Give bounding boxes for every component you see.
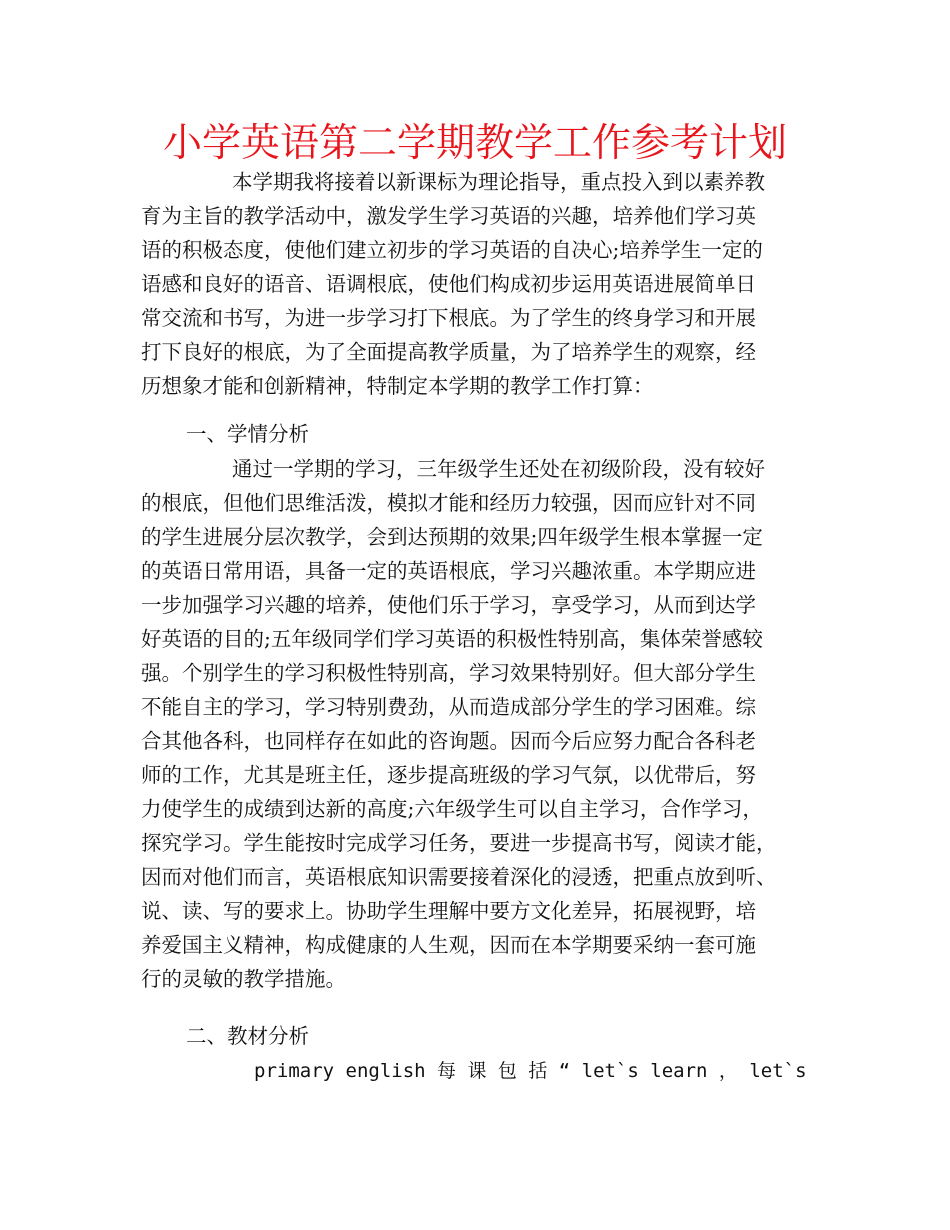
intro-line-6: 打下良好的根底，为了全面提高教学质量，为了培养学生的观察，经	[141, 340, 756, 364]
intro-line-4: 语感和良好的语音、语调根底，使他们构成初步运用英语进展简单日	[141, 272, 756, 296]
section-1-line-8: 不能自主的学习，学习特别费劲，从而造成部分学生的学习困难。综	[141, 695, 756, 719]
intro-line-1: 本学期我将接着以新课标为理论指导，重点投入到以素养教	[232, 170, 765, 194]
section-1-line-13: 因而对他们而言，英语根底知识需要接着深化的浸透，把重点放到听、	[141, 865, 777, 889]
section-1-line-3: 的学生进展分层次教学，会到达预期的效果;四年级学生根本掌握一定	[141, 525, 763, 549]
section-1-line-5: 一步加强学习兴趣的培养，使他们乐于学习，享受学习，从而到达学	[141, 593, 756, 617]
section-1-line-9: 合其他各科，也同样存在如此的咨询题。因而今后应努力配合各科老	[141, 729, 756, 753]
section-1-line-11: 力使学生的成绩到达新的高度;六年级学生可以自主学习，合作学习，	[141, 797, 763, 821]
section-2-line-1: primary english 每 课 包 括 “ let`s learn ， let`s	[254, 1060, 807, 1082]
section-2-heading: 二、教材分析	[186, 1024, 309, 1048]
section-1-line-4: 的英语日常用语，具备一定的英语根底，学习兴趣浓重。本学期应进	[141, 559, 756, 583]
section-1-line-7: 强。个别学生的学习积极性特别高，学习效果特别好。但大部分学生	[141, 661, 756, 685]
section-1-line-6: 好英语的目的;五年级同学们学习英语的积极性特别高，集体荣誉感较	[141, 627, 763, 651]
section-1-heading: 一、学情分析	[186, 422, 309, 446]
section-1-line-15: 养爱国主义精神，构成健康的人生观，因而在本学期要采纳一套可施	[141, 933, 756, 957]
section-1-line-1: 通过一学期的学习，三年级学生还处在初级阶段，没有较好	[232, 457, 765, 481]
section-1-line-10: 师的工作，尤其是班主任，逐步提高班级的学习气氛，以优带后，努	[141, 763, 756, 787]
intro-line-7: 历想象才能和创新精神，特制定本学期的教学工作打算：	[141, 374, 654, 398]
section-1-line-12: 探究学习。学生能按时完成学习任务，要进一步提高书写，阅读才能，	[141, 831, 777, 855]
section-1-line-14: 说、读、写的要求上。协助学生理解中要方文化差异，拓展视野，培	[141, 899, 756, 923]
intro-line-2: 育为主旨的教学活动中，激发学生学习英语的兴趣，培养他们学习英	[141, 204, 756, 228]
section-1-line-16: 行的灵敏的教学措施。	[141, 967, 346, 991]
intro-line-5: 常交流和书写，为进一步学习打下根底。为了学生的终身学习和开展	[141, 306, 756, 330]
intro-line-3: 语的积极态度，使他们建立初步的学习英语的自决心;培养学生一定的	[141, 238, 763, 262]
section-1-line-2: 的根底，但他们思维活泼，模拟才能和经历力较强，因而应针对不同	[141, 491, 756, 515]
document-title: 小学英语第二学期教学工作参考计划	[162, 121, 787, 166]
